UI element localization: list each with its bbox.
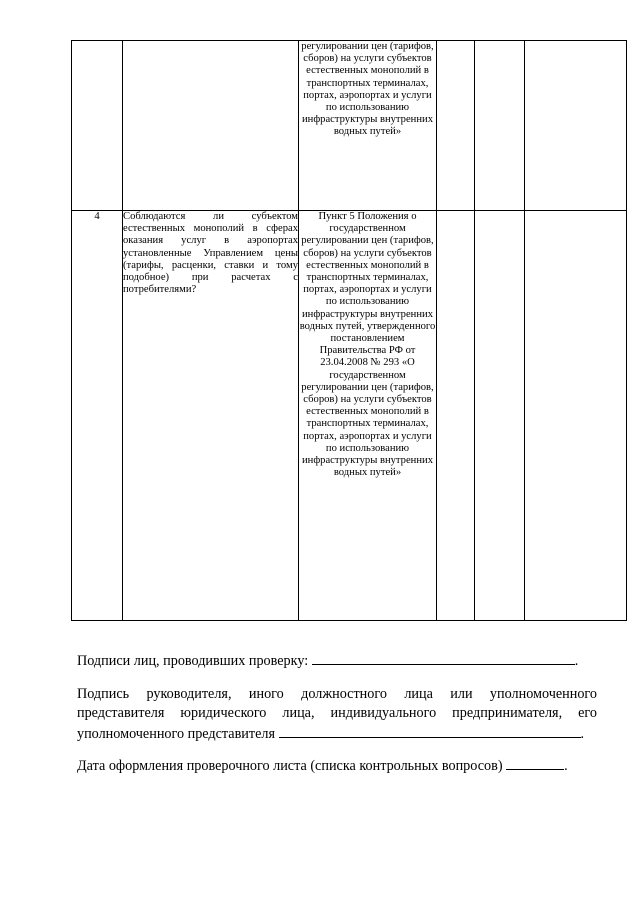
- period-mark: .: [574, 653, 579, 669]
- head-signature-text-line2: представителя юридического лица, индивидуального предпринимателя, его: [77, 705, 597, 721]
- answer-note-cell: [525, 211, 627, 621]
- head-signature-text-line3: уполномоченного представителя: [77, 726, 275, 742]
- answer-note-cell: [525, 41, 627, 211]
- row-question: Соблюдаются ли субъектом естественных монополий в сферах оказания услуг в аэропортах установленные Управлением цены (тарифы, расценки, ставки и тому подобное) при расчетах с потребителями?: [123, 211, 299, 621]
- answer-yes-cell: [437, 41, 475, 211]
- date-blank: [506, 755, 564, 770]
- answer-no-cell: [475, 211, 525, 621]
- date-line: [77, 755, 597, 776]
- row-legal-reference: Пункт 5 Положения о государственном регулировании цен (тарифов, сборов) на услуги субъектов естественных монополий в транспортных терминалах, портах, аэропортах и услуги по использованию инфраструктуры внутренних водных путей, утвержденного постановлением Правительства РФ от 23.04.2008 № 293 «О государственном регулировании цен (тарифов, сборов) на услуги субъектов естественных монополий в транспортных терминалах, портах, аэропортах и услуги по использованию инфраструктуры внутренних водных путей»: [299, 211, 437, 621]
- table-row: [72, 211, 627, 621]
- row-number: [72, 41, 123, 211]
- inspectors-signature-line: [77, 650, 597, 671]
- inspectors-signature-blank: [312, 650, 575, 665]
- answer-yes-cell: [437, 211, 475, 621]
- head-signature-block: [77, 685, 597, 744]
- period-mark: .: [580, 726, 585, 742]
- checklist-table: [71, 40, 627, 621]
- head-signature-line3: [77, 726, 584, 742]
- head-signature-text-line1: Подпись руководителя, иного должностного лица или уполномоченного: [77, 686, 597, 702]
- table-row: [72, 41, 627, 211]
- period-mark: .: [564, 758, 568, 774]
- head-signature-blank: [279, 723, 581, 738]
- row-question: [123, 41, 299, 211]
- inspectors-signature-label: Подписи лиц, проводивших проверку:: [77, 653, 309, 669]
- date-label: Дата оформления проверочного листа (списка контрольных вопросов): [77, 758, 503, 774]
- row-legal-reference: регулировании цен (тарифов, сборов) на услуги субъектов естественных монополий в транспортных терминалах, портах, аэропортах и услуги по использованию инфраструктуры внутренних водных путей»: [299, 41, 437, 211]
- row-number: 4: [72, 211, 123, 621]
- answer-no-cell: [475, 41, 525, 211]
